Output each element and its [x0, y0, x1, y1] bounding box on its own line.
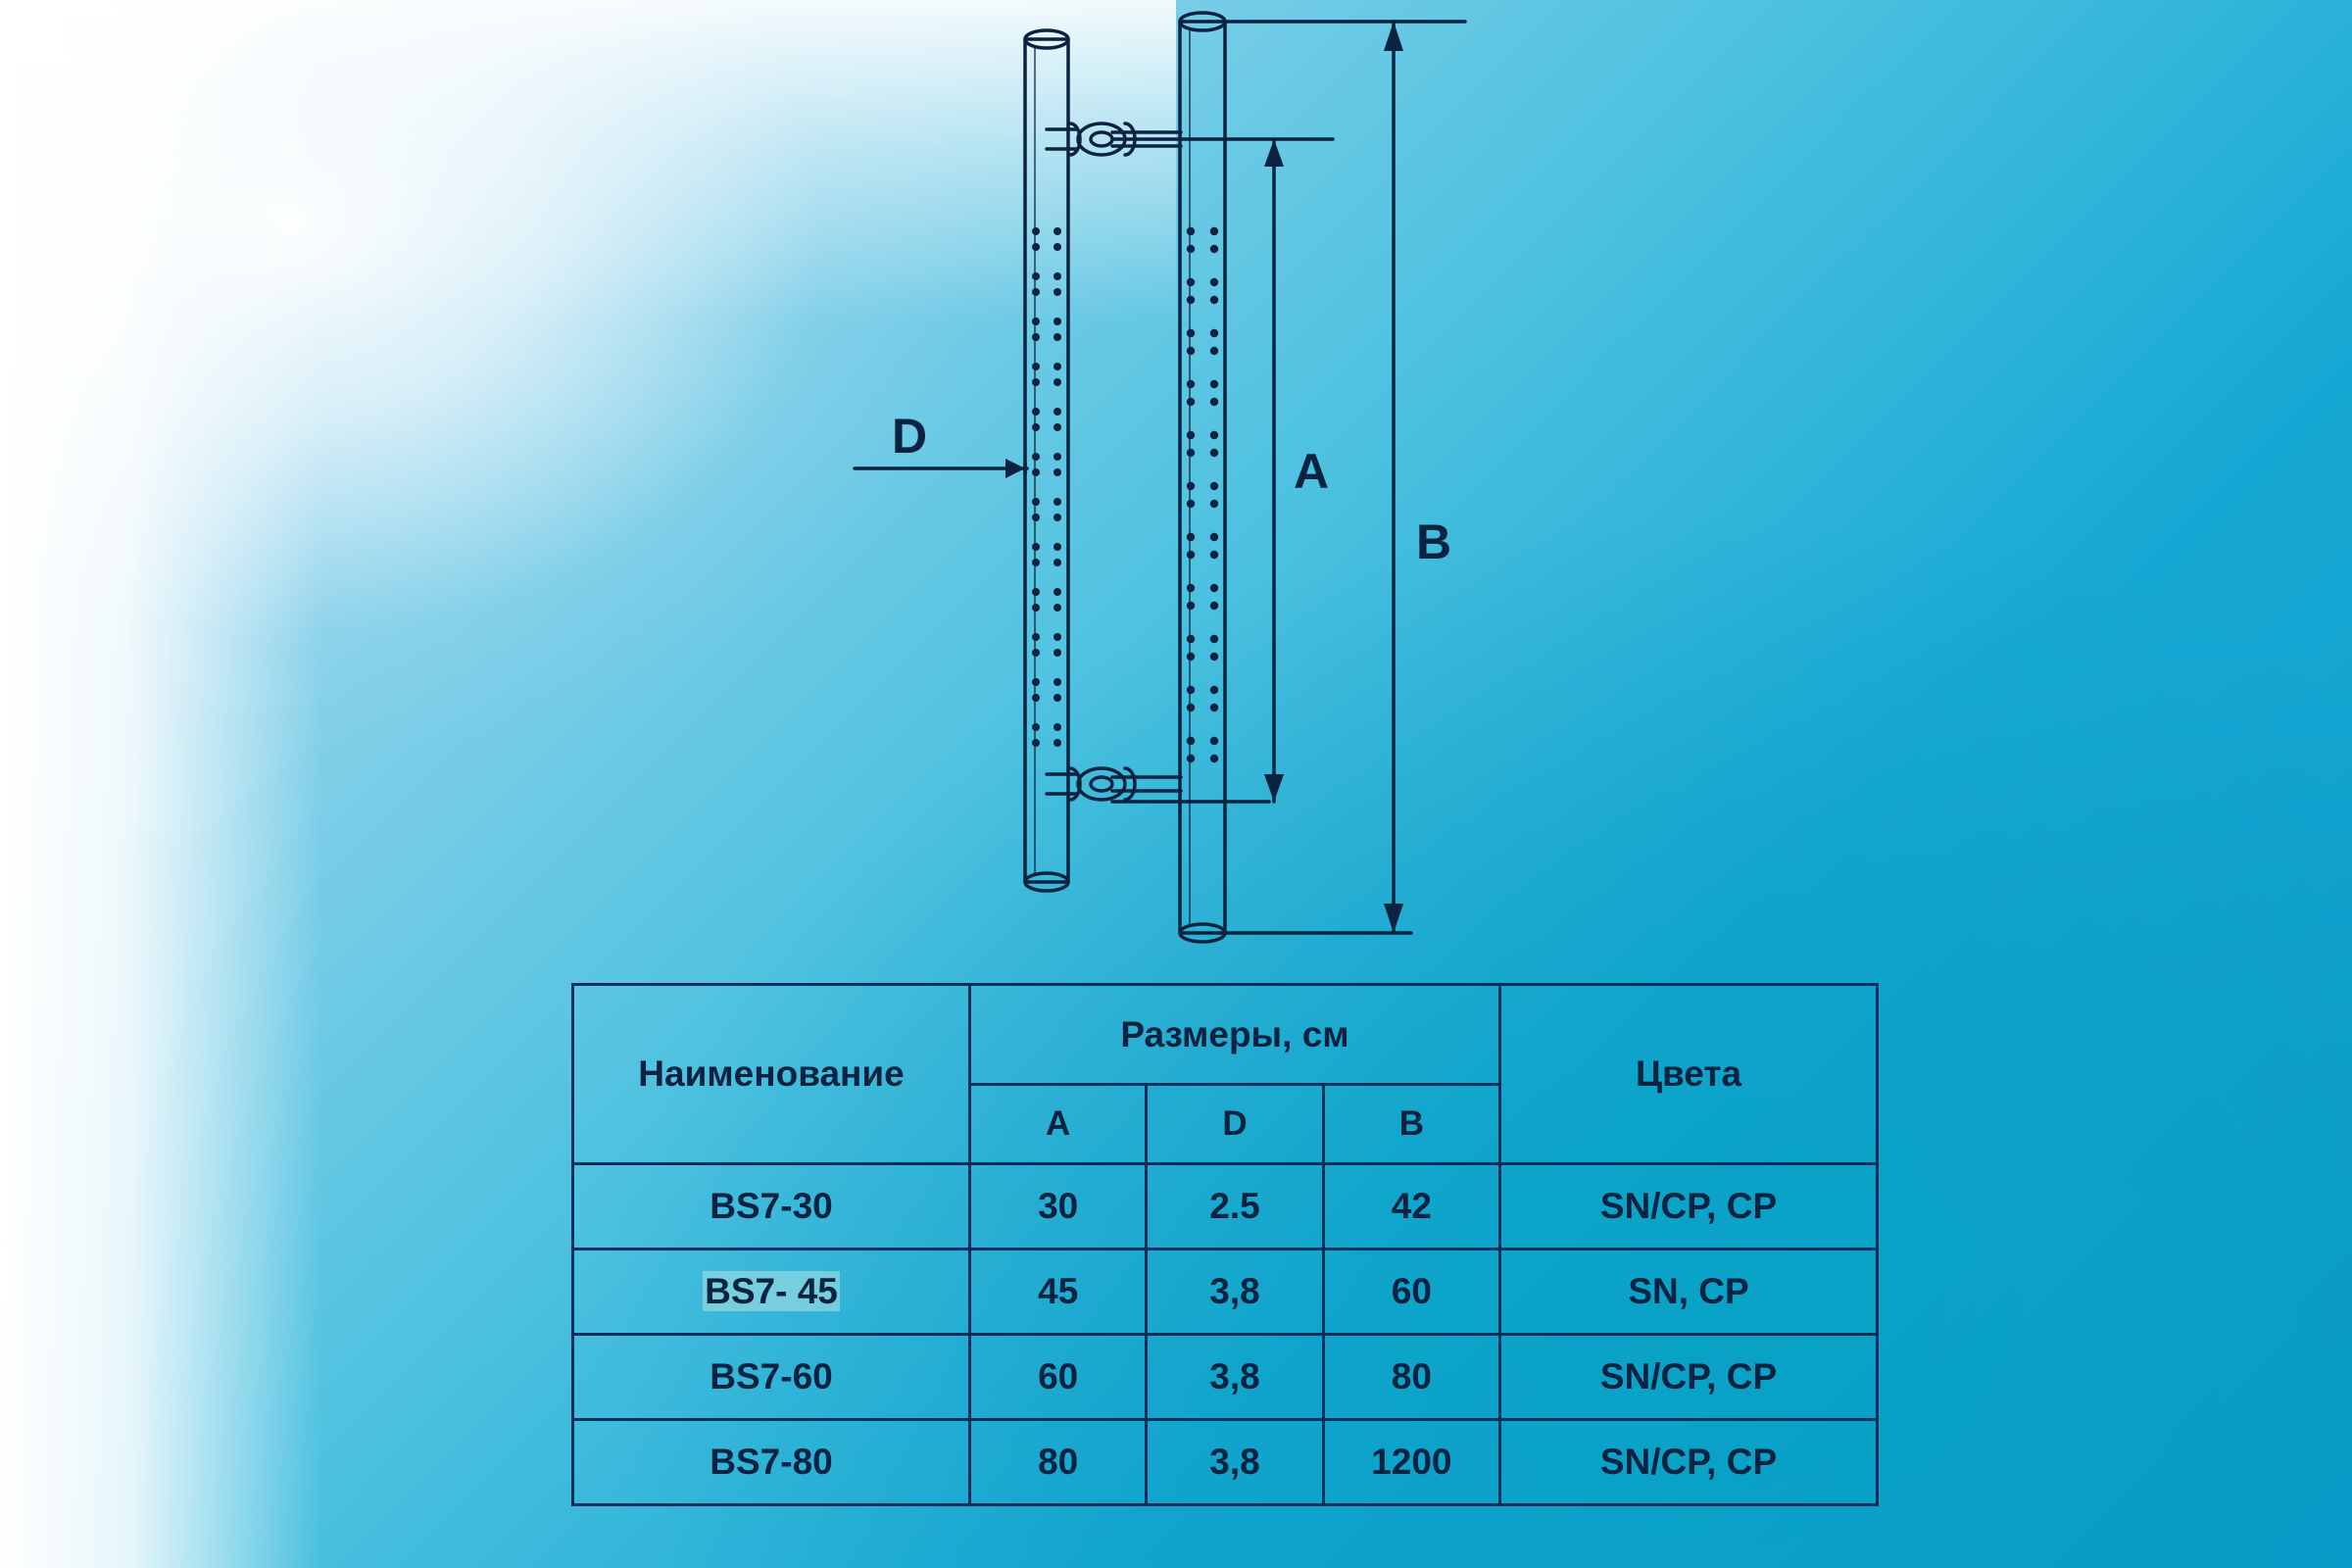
- table-row: [573, 1164, 1878, 1250]
- cell-d: 3,8: [1147, 1335, 1323, 1420]
- cell-name: BS7-30: [573, 1164, 970, 1250]
- cell-name: BS7-80: [573, 1420, 970, 1505]
- cell-a: 60: [970, 1335, 1147, 1420]
- right-bar-texture: [1187, 227, 1218, 762]
- table-row: [573, 1335, 1878, 1420]
- dimension-label-d: D: [891, 409, 928, 464]
- dimension-b: [1225, 22, 1465, 933]
- specification-table: [571, 983, 1879, 1506]
- cell-d: 2.5: [1147, 1164, 1323, 1250]
- cell-d: 3,8: [1147, 1420, 1323, 1505]
- table-head: [573, 985, 1878, 1164]
- header-b: B: [1323, 1085, 1499, 1164]
- table-body: [573, 1164, 1878, 1505]
- header-sizes-group: Размеры, см: [970, 985, 1500, 1085]
- table-row: [573, 1250, 1878, 1335]
- dimension-b-arrow-top: [1384, 22, 1403, 51]
- cell-b: 80: [1323, 1335, 1499, 1420]
- dimension-b-arrow-bottom: [1384, 904, 1403, 933]
- cell-a: 80: [970, 1420, 1147, 1505]
- table-header-row-1: [573, 985, 1878, 1085]
- cell-name: [573, 1250, 970, 1335]
- cell-a: 45: [970, 1250, 1147, 1335]
- cell-colors: SN/CP, CP: [1500, 1420, 1878, 1505]
- dimension-a-arrow-top: [1264, 139, 1284, 167]
- dimension-d-arrow: [1005, 459, 1025, 478]
- highlighted-name: BS7- 45: [705, 1271, 838, 1311]
- header-name: Наименование: [573, 985, 970, 1164]
- header-d: D: [1147, 1085, 1323, 1164]
- cell-b: 60: [1323, 1250, 1499, 1335]
- dimension-label-b: B: [1415, 514, 1452, 569]
- left-bar-texture: [1032, 227, 1061, 747]
- left-handle-bar: [1025, 30, 1068, 891]
- cell-a: 30: [970, 1164, 1147, 1250]
- cell-b: 1200: [1323, 1420, 1499, 1505]
- dimension-label-a: A: [1293, 444, 1330, 499]
- cell-colors: SN/CP, CP: [1500, 1164, 1878, 1250]
- cell-d: 3,8: [1147, 1250, 1323, 1335]
- cell-b: 42: [1323, 1164, 1499, 1250]
- cell-name: BS7-60: [573, 1335, 970, 1420]
- table-row: [573, 1420, 1878, 1505]
- dimension-a-arrow-bottom: [1264, 774, 1284, 802]
- cell-colors: SN, CP: [1500, 1250, 1878, 1335]
- header-a: A: [970, 1085, 1147, 1164]
- header-colors: Цвета: [1500, 985, 1878, 1164]
- cell-colors: SN/CP, CP: [1500, 1335, 1878, 1420]
